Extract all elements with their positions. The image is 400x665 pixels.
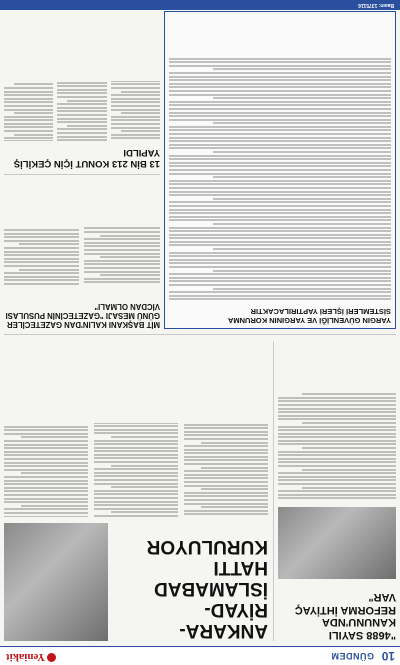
article-4688-headline: "4688 SAYILI KANUNU'NDA REFORMA İHTİYAÇ VAR" [294,591,396,641]
section-title: GÜNDEM [331,651,374,661]
notice-title-line1: YARGIN GÜVENLİĞİ VE YARGININ KORUNMA [227,316,391,325]
article-islamabad-headline: ANKARA-RİYAD-İSLAMABAD HATTI KURULUYOR [146,536,268,641]
article-konut-column [4,13,160,169]
article-4688-column [278,341,396,641]
page-header [0,646,400,665]
section-divider-right [4,174,160,175]
article-4688-photo [278,507,396,579]
logo-mark-icon [47,653,56,662]
page-number: 10 [381,649,395,663]
section-divider [4,334,396,335]
article-4688-body [278,341,396,501]
article-islamabad-photo [4,523,108,641]
notice-body [169,18,391,302]
footer-text: Basın: 1375116 [358,2,394,8]
article-islamabad-body [4,341,268,517]
article-mit-column [4,179,160,329]
article-islamabad-column [4,341,268,641]
logo-text: Yeniakit [6,651,46,663]
article-mit-headline: MİT BAŞKANI KALIN'DAN GAZETECİLER GÜNÜ MESAJI "GAZETECİNİN PUSULASI VİCDAN OLMALI" [5,302,160,329]
article-mit-body [4,179,160,285]
newspaper-logo [6,651,56,663]
column-divider [273,341,274,641]
notice-title-line2: SİSTEMLERİ İŞLERİ YAPTIRILACAKTIR [250,307,391,316]
article-konut-headline: 13 BİN 213 KONUT İÇİN ÇEKİLİŞ YAPILDI [13,147,160,169]
notice-title [165,304,395,328]
article-konut-body [4,13,160,141]
official-notice-box [164,11,396,329]
page-footer [0,0,400,10]
